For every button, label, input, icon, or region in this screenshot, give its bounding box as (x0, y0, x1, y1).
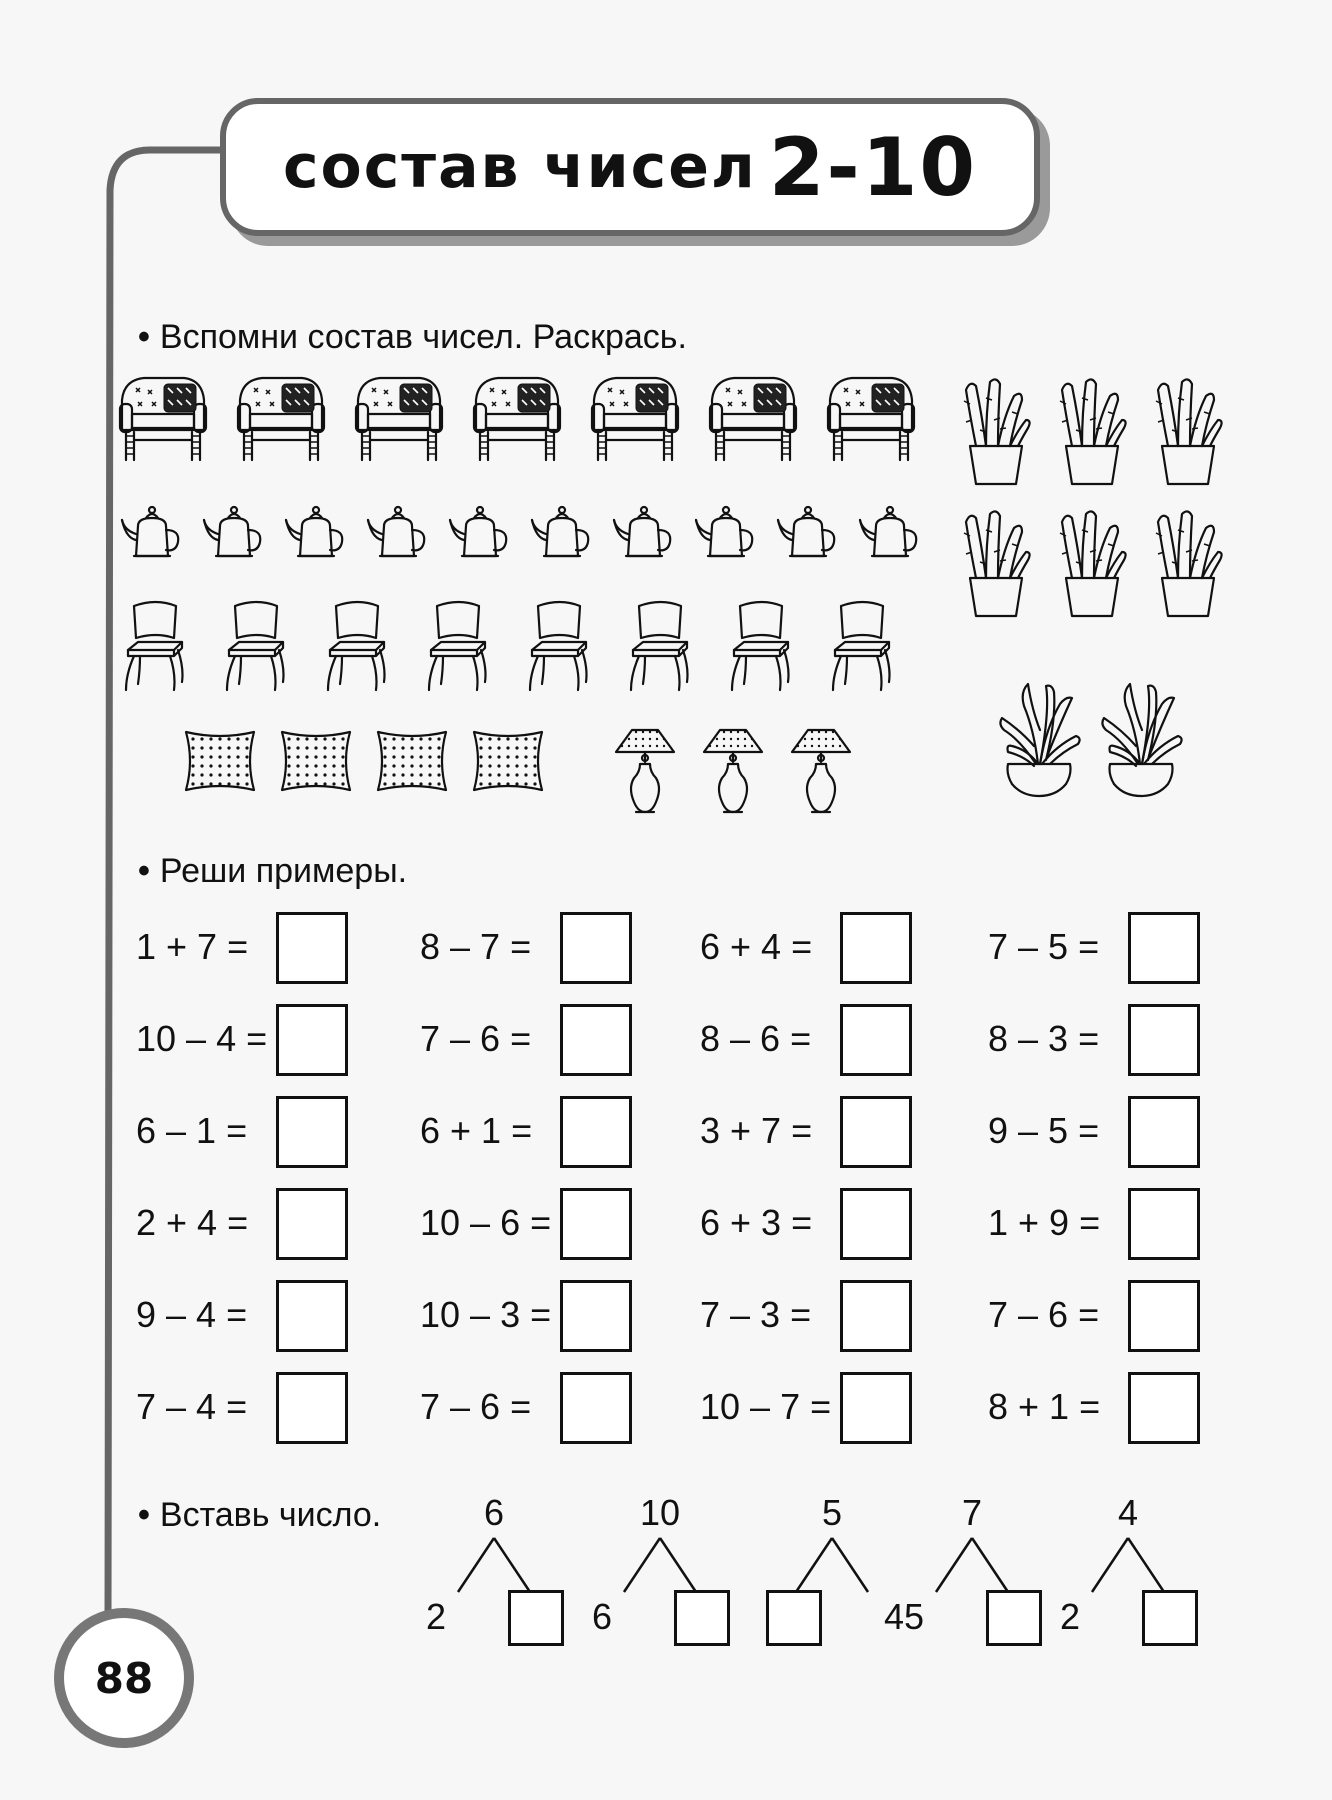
bullet: • (138, 852, 150, 890)
pillow-icon[interactable] (372, 726, 452, 801)
example-text: 10 – 3 = (420, 1294, 552, 1335)
section-heading-examples (138, 852, 407, 891)
answer-box[interactable] (1128, 1004, 1200, 1076)
example-text: 10 – 4 = (136, 1018, 268, 1059)
answer-box[interactable] (276, 1004, 348, 1076)
example-text: 3 + 7 = (700, 1110, 813, 1151)
cactus-pot-icon[interactable] (956, 508, 1036, 625)
page-number-badge (54, 1608, 194, 1748)
teapot-icon[interactable] (610, 504, 680, 571)
tree-top-number: 10 (639, 1492, 681, 1533)
example-text: 7 – 5 = (988, 926, 1100, 967)
chair-icon[interactable] (524, 598, 594, 699)
tree-branches (772, 1536, 892, 1596)
example-text: 10 – 7 = (700, 1386, 832, 1427)
teapot-icon[interactable] (200, 504, 270, 571)
lamp-icon[interactable] (788, 722, 854, 823)
answer-box[interactable] (276, 1280, 348, 1352)
armchair-icon[interactable] (822, 370, 918, 471)
answer-box[interactable] (840, 912, 912, 984)
armchair-icon[interactable] (468, 370, 564, 471)
example-text: 8 – 3 = (988, 1018, 1100, 1059)
answer-box[interactable] (840, 1096, 912, 1168)
answer-box[interactable] (1128, 1372, 1200, 1444)
example-text: 9 – 5 = (988, 1110, 1100, 1151)
example-text: 8 + 1 = (988, 1386, 1101, 1427)
cactus-pot-icon[interactable] (1148, 508, 1228, 625)
teapot-icon[interactable] (364, 504, 434, 571)
answer-box[interactable] (560, 1280, 632, 1352)
tree-answer-box[interactable] (766, 1590, 822, 1646)
armchair-icon[interactable] (114, 370, 210, 471)
example-text: 2 + 4 = (136, 1202, 249, 1243)
example-text: 9 – 4 = (136, 1294, 248, 1335)
example-text: 1 + 7 = (136, 926, 249, 967)
teapot-icon[interactable] (774, 504, 844, 571)
answer-box[interactable] (560, 1004, 632, 1076)
armchair-icon[interactable] (350, 370, 446, 471)
answer-box[interactable] (840, 1372, 912, 1444)
tree-answer-box[interactable] (674, 1590, 730, 1646)
chair-icon[interactable] (625, 598, 695, 699)
armchair-icon[interactable] (586, 370, 682, 471)
example-text: 8 – 6 = (700, 1018, 812, 1059)
teapot-icon[interactable] (282, 504, 352, 571)
tree-right-number: 4 (883, 1596, 905, 1637)
tree-answer-box[interactable] (986, 1590, 1042, 1646)
answer-box[interactable] (560, 1372, 632, 1444)
tree-answer-box[interactable] (1142, 1590, 1198, 1646)
chair-icon[interactable] (726, 598, 796, 699)
armchair-icon[interactable] (704, 370, 800, 471)
tree-top-number: 5 (821, 1492, 843, 1533)
answer-box[interactable] (840, 1004, 912, 1076)
answer-box[interactable] (560, 912, 632, 984)
armchair-icon[interactable] (232, 370, 328, 471)
answer-box[interactable] (1128, 912, 1200, 984)
answer-box[interactable] (1128, 1188, 1200, 1260)
teapot-icon[interactable] (692, 504, 762, 571)
chair-icon[interactable] (221, 598, 291, 699)
tree-branches (912, 1536, 1032, 1596)
answer-box[interactable] (1128, 1280, 1200, 1352)
lamp-icon[interactable] (612, 722, 678, 823)
tree-branches (434, 1536, 554, 1596)
pillow-icon[interactable] (468, 726, 548, 801)
example-text: 6 + 4 = (700, 926, 813, 967)
chair-icon[interactable] (827, 598, 897, 699)
cactus-pot-icon[interactable] (1052, 508, 1132, 625)
tree-branches (1068, 1536, 1188, 1596)
cactus-pot-icon[interactable] (1052, 376, 1132, 493)
answer-box[interactable] (1128, 1096, 1200, 1168)
cactus-pot-icon[interactable] (956, 376, 1036, 493)
example-text: 10 – 6 = (420, 1202, 552, 1243)
example-text: 6 + 3 = (700, 1202, 813, 1243)
example-text: 7 – 6 = (420, 1018, 532, 1059)
snake-plant-icon[interactable] (994, 680, 1084, 809)
example-text: 1 + 9 = (988, 1202, 1101, 1243)
page-number: 88 (94, 1653, 154, 1703)
teapot-icon[interactable] (446, 504, 516, 571)
chair-icon[interactable] (322, 598, 392, 699)
answer-box[interactable] (840, 1280, 912, 1352)
tree-top-number: 6 (483, 1492, 505, 1533)
answer-box[interactable] (276, 1096, 348, 1168)
example-text: 7 – 6 = (988, 1294, 1100, 1335)
teapot-icon[interactable] (118, 504, 188, 571)
tree-top-number: 7 (961, 1492, 983, 1533)
example-text: 7 – 6 = (420, 1386, 532, 1427)
example-text: 8 – 7 = (420, 926, 532, 967)
tree-left-number: 2 (1059, 1596, 1081, 1637)
section-heading-coloring (138, 318, 687, 357)
chair-icon[interactable] (120, 598, 190, 699)
example-text: 6 – 1 = (136, 1110, 248, 1151)
cactus-pot-icon[interactable] (1148, 376, 1228, 493)
bullet: • (138, 318, 150, 356)
tree-answer-box[interactable] (508, 1590, 564, 1646)
section-text: Вспомни состав чисел. Раскрась. (159, 318, 687, 356)
snake-plant-icon[interactable] (1096, 680, 1186, 809)
answer-box[interactable] (840, 1188, 912, 1260)
example-text: 7 – 3 = (700, 1294, 812, 1335)
answer-box[interactable] (276, 912, 348, 984)
answer-box[interactable] (560, 1096, 632, 1168)
bullet: • (138, 1496, 150, 1534)
answer-box[interactable] (560, 1188, 632, 1260)
section-text: Реши примеры. (159, 852, 408, 890)
section-text: Вставь число. (159, 1496, 382, 1534)
tree-left-number: 5 (903, 1596, 925, 1637)
example-text: 7 – 4 = (136, 1386, 248, 1427)
page-title-range: 2-10 (768, 120, 978, 214)
chair-icon[interactable] (423, 598, 493, 699)
page-title: состав чисел (282, 132, 757, 202)
answer-box[interactable] (276, 1188, 348, 1260)
title-banner (220, 98, 1040, 236)
teapot-icon[interactable] (856, 504, 926, 571)
tree-left-number: 6 (591, 1596, 613, 1637)
teapot-icon[interactable] (528, 504, 598, 571)
lamp-icon[interactable] (700, 722, 766, 823)
section-heading-insert (138, 1496, 381, 1535)
pillow-icon[interactable] (180, 726, 260, 801)
answer-box[interactable] (276, 1372, 348, 1444)
pillow-icon[interactable] (276, 726, 356, 801)
tree-top-number: 4 (1117, 1492, 1139, 1533)
tree-left-number: 2 (425, 1596, 447, 1637)
tree-branches (600, 1536, 720, 1596)
example-text: 6 + 1 = (420, 1110, 533, 1151)
